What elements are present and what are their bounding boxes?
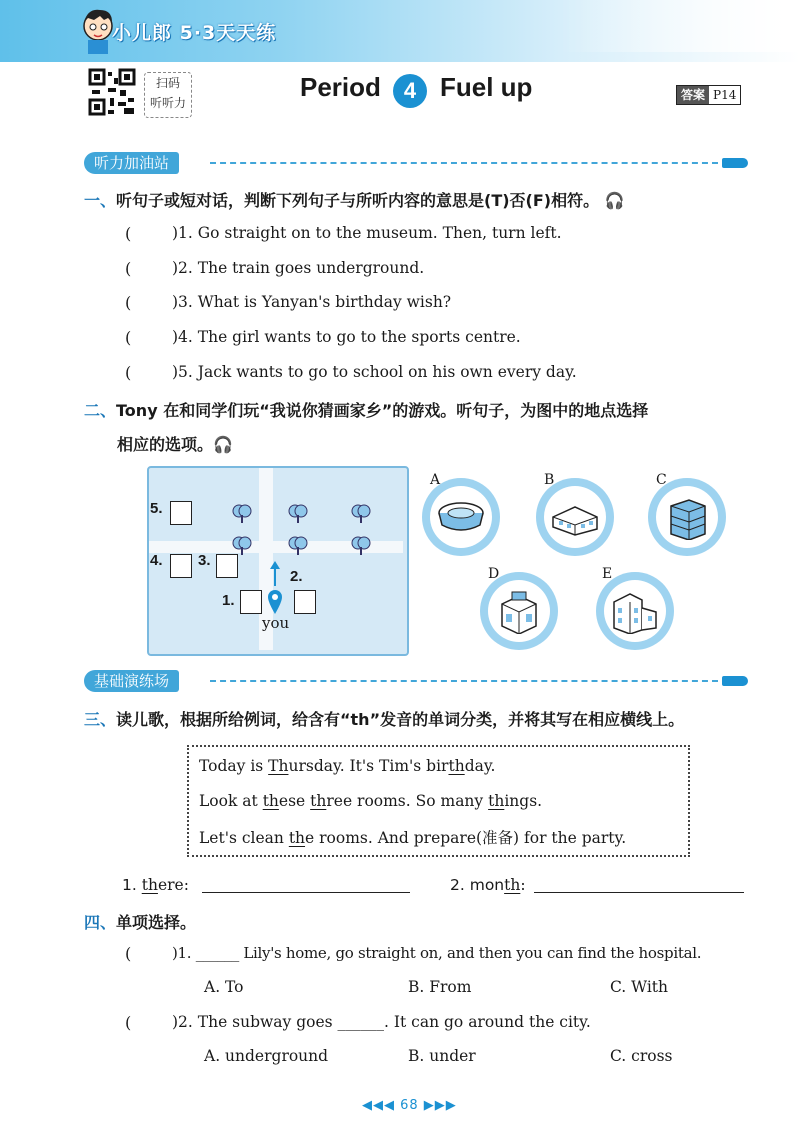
- you-label: you: [262, 614, 290, 632]
- pen-icon: [722, 158, 748, 168]
- mc-2-option-b[interactable]: B. under: [408, 1047, 476, 1065]
- question-2-text-1: Tony 在和同学们玩“我说你猜画家乡”的游戏。听句子，为图中的地点选择: [116, 401, 649, 420]
- mc-2-stem: )2. The subway goes ______. It can go around the city.: [172, 1013, 591, 1031]
- stadium-icon: [436, 499, 486, 535]
- tree-icon: [231, 502, 253, 524]
- answer-page-ref: [676, 85, 741, 105]
- map-answer-box-4[interactable]: [170, 554, 192, 578]
- tree-icon: [287, 502, 309, 524]
- list-item: (: [125, 1013, 132, 1032]
- headphones-icon[interactable]: 🎧: [213, 435, 233, 454]
- qr-code-icon[interactable]: [88, 68, 136, 116]
- scan-label-1: 扫码: [155, 76, 180, 90]
- answer-page: P14: [713, 88, 737, 102]
- building-d-hospital: [480, 572, 558, 650]
- chant-line-2: Look at these three rooms. So many things.: [199, 792, 543, 810]
- list-item: (: [125, 259, 132, 278]
- scan-label-2: 听听力: [149, 96, 186, 110]
- brand-logo: 小儿郎 5·3天天练: [112, 22, 277, 44]
- you-marker-arrow-icon: [268, 560, 282, 616]
- section-bar-practice: 基础演练场: [84, 670, 179, 692]
- map-label-3: 3.: [198, 552, 211, 569]
- tree-icon: [287, 534, 309, 556]
- question-2-heading: 二、Tony 在和同学们玩“我说你猜画家乡”的游戏。听句子，为图中的地点选择: [84, 401, 649, 420]
- mc-1-option-a[interactable]: A. To: [204, 978, 244, 996]
- fill-1-label: 1. there:: [122, 876, 189, 894]
- building-e-apartment: [596, 572, 674, 650]
- mc-1-stem: )1. ______ Lily's home, go straight on, and then you can find the hospital.: [172, 944, 702, 962]
- fill-1-answer-line[interactable]: [202, 892, 410, 893]
- map-label-1: 1.: [222, 592, 235, 609]
- answer-label: 答案: [677, 86, 709, 104]
- office-building-icon: [665, 494, 709, 540]
- list-item: (: [125, 944, 132, 963]
- map-answer-box-3[interactable]: [216, 554, 238, 578]
- map-answer-box-2[interactable]: [294, 590, 316, 614]
- section-divider: [210, 680, 718, 682]
- question-1-text: 听句子或短对话，判断下列句子与所听内容的意思是(T)否(F)相符。: [116, 191, 600, 210]
- building-letter-b: B: [544, 472, 555, 488]
- fill-2-label: 2. month:: [450, 876, 526, 894]
- headphones-icon[interactable]: 🎧: [604, 191, 625, 210]
- tree-icon: [350, 534, 372, 556]
- map-answer-box-5[interactable]: [170, 501, 192, 525]
- building-b-school: [536, 478, 614, 556]
- period-number-badge: 4: [393, 74, 427, 108]
- section-divider: [210, 162, 718, 164]
- pen-icon: [722, 676, 748, 686]
- question-4-text: 单项选择。: [116, 913, 197, 932]
- scan-to-listen-tag[interactable]: [144, 72, 192, 118]
- school-icon: [549, 497, 601, 537]
- question-2-heading-cont: [117, 432, 233, 455]
- header-fade: [560, 0, 800, 52]
- list-item: (: [125, 224, 132, 243]
- list-item: (: [125, 328, 132, 347]
- chant-box: [187, 745, 690, 857]
- question-2-text-2: 相应的选项。: [117, 435, 214, 454]
- map-label-4: 4.: [150, 552, 163, 569]
- tf-item-1: )1. Go straight on to the museum. Then, turn left.: [172, 224, 562, 242]
- building-a-stadium: [422, 478, 500, 556]
- tf-item-3: )3. What is Yanyan's birthday wish?: [172, 293, 452, 311]
- question-4-heading: 四、单项选择。: [84, 913, 197, 932]
- tree-icon: [231, 534, 253, 556]
- building-letter-a: A: [430, 472, 441, 488]
- building-letter-d: D: [488, 566, 500, 582]
- hospital-icon: [496, 588, 542, 634]
- building-c-office: [648, 478, 726, 556]
- fill-2-answer-line[interactable]: [534, 892, 744, 893]
- tf-item-5: )5. Jack wants to go to school on his own every day.: [172, 363, 577, 381]
- chant-line-1: Today is Thursday. It's Tim's birthday.: [199, 757, 496, 775]
- page-number: ◀◀◀ 68 ▶▶▶: [362, 1098, 457, 1113]
- map-label-2: 2.: [290, 568, 303, 585]
- mc-1-option-b[interactable]: B. From: [408, 978, 472, 996]
- building-letter-c: C: [656, 472, 667, 488]
- map-answer-box-1[interactable]: [240, 590, 262, 614]
- map-label-5: 5.: [150, 500, 163, 517]
- building-letter-e: E: [602, 566, 613, 582]
- period-word: Period: [300, 72, 381, 102]
- mc-2-option-c[interactable]: C. cross: [610, 1047, 673, 1065]
- list-item: (: [125, 363, 132, 382]
- mc-1-option-c[interactable]: C. With: [610, 978, 668, 996]
- tf-item-4: )4. The girl wants to go to the sports centre.: [172, 328, 521, 346]
- question-3-text: 读儿歌，根据所给例词，给含有“th”发音的单词分类，并将其写在相应横线上。: [116, 710, 685, 729]
- list-item: (: [125, 293, 132, 312]
- tf-item-2: )2. The train goes underground.: [172, 259, 425, 277]
- unit-title: Fuel up: [440, 72, 533, 102]
- question-1-heading: 一、听句子或短对话，判断下列句子与所听内容的意思是(T)否(F)相符。 🎧: [84, 191, 625, 210]
- chant-line-3: Let's clean the rooms. And prepare(准备) for the party.: [199, 829, 627, 847]
- tree-icon: [350, 502, 372, 524]
- section-bar-listening: 听力加油站: [84, 152, 179, 174]
- question-3-heading: 三、读儿歌，根据所给例词，给含有“th”发音的单词分类，并将其写在相应横线上。: [84, 710, 685, 729]
- mc-2-option-a[interactable]: A. underground: [204, 1047, 329, 1065]
- apartment-building-icon: [610, 588, 660, 634]
